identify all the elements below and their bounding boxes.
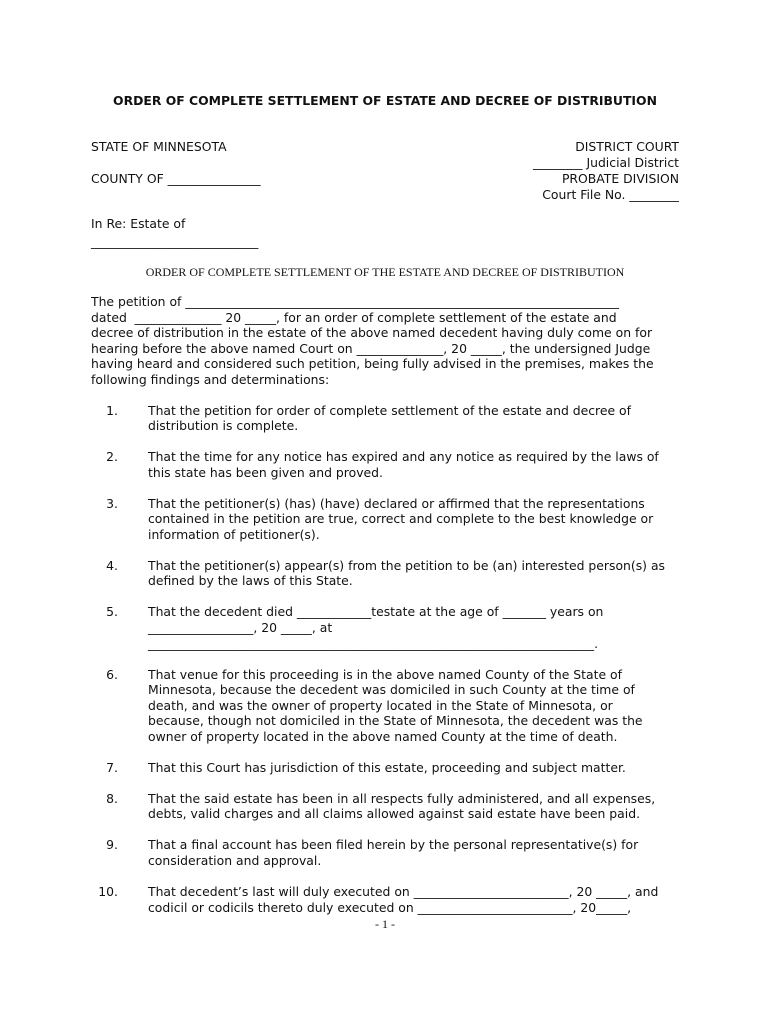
finding-line: That the petitioner(s) appear(s) from the petition to be (an) interested person(s) as bbox=[148, 558, 665, 573]
intro-line: The petition of ______________________________________________________________________ bbox=[91, 294, 619, 309]
finding-line: debts, valid charges and all claims allowed against said estate have been paid. bbox=[148, 806, 641, 821]
finding-line: That the decedent died ____________testate at the age of _______ years on bbox=[148, 604, 604, 619]
state-label: STATE OF MINNESOTA bbox=[91, 139, 227, 154]
estate-name-blank: ___________________________ bbox=[91, 234, 259, 249]
finding-line: consideration and approval. bbox=[148, 853, 322, 868]
finding-number: 8. bbox=[106, 791, 118, 806]
intro-line: following findings and determinations: bbox=[91, 372, 330, 387]
intro-line: having heard and considered such petition, being fully advised in the premises, makes the bbox=[91, 356, 654, 371]
finding-line: That this Court has jurisdiction of this estate, proceeding and subject matter. bbox=[148, 760, 626, 775]
court-file-number-field: Court File No. ________ bbox=[542, 187, 679, 202]
county-field: COUNTY OF _______________ bbox=[91, 171, 261, 186]
intro-line: hearing before the above named Court on ______________, 20 _____, the undersigned Judge bbox=[91, 341, 651, 356]
finding-line: That the petitioner(s) (has) (have) declared or affirmed that the representations bbox=[148, 496, 645, 511]
finding-line: That the petition for order of complete settlement of the estate and decree of bbox=[148, 403, 632, 418]
finding-line: That decedent’s last will duly executed on _________________________, 20 _____, and bbox=[148, 884, 659, 899]
finding-number: 3. bbox=[106, 496, 118, 511]
finding-line: That a final account has been filed herein by the personal representative(s) for bbox=[148, 837, 639, 852]
finding-line: contained in the petition are true, correct and complete to the best knowledge or bbox=[148, 511, 654, 526]
page-number: - 1 - bbox=[375, 917, 395, 931]
district-court-label: DISTRICT COURT bbox=[575, 139, 679, 154]
finding-number: 1. bbox=[106, 403, 118, 418]
finding-line: Minnesota, because the decedent was domiciled in such County at the time of bbox=[148, 682, 635, 697]
finding-line: distribution is complete. bbox=[148, 418, 299, 433]
judicial-district-field: ________ Judicial District bbox=[532, 155, 679, 170]
finding-line: That venue for this proceeding is in the above named County of the State of bbox=[148, 667, 622, 682]
finding-number: 2. bbox=[106, 449, 118, 464]
finding-line: death, and was the owner of property located in the State of Minnesota, or bbox=[148, 698, 613, 713]
document-subtitle: ORDER OF COMPLETE SETTLEMENT OF THE ESTATE AND DECREE OF DISTRIBUTION bbox=[145, 265, 625, 279]
finding-line: That the said estate has been in all respects fully administered, and all expenses, bbox=[148, 791, 656, 806]
finding-number: 4. bbox=[106, 558, 118, 573]
finding-line: this state has been given and proved. bbox=[148, 465, 383, 480]
probate-division-label: PROBATE DIVISION bbox=[561, 171, 679, 186]
finding-line: That the time for any notice has expired and any notice as required by the laws of bbox=[148, 449, 659, 464]
finding-number: 7. bbox=[106, 760, 118, 775]
intro-line: dated ______________ 20 _____, for an order of complete settlement of the estate and bbox=[91, 310, 617, 325]
finding-number: 6. bbox=[106, 667, 118, 682]
finding-line: defined by the laws of this State. bbox=[148, 573, 353, 588]
finding-line: because, though not domiciled in the State of Minnesota, the decedent was the bbox=[148, 713, 643, 728]
finding-line: ________________________________________________________________________. bbox=[148, 636, 599, 651]
in-re-label: In Re: Estate of bbox=[91, 216, 186, 231]
finding-line: information of petitioner(s). bbox=[148, 527, 320, 542]
finding-number: 5. bbox=[106, 604, 118, 619]
document-title: ORDER OF COMPLETE SETTLEMENT OF ESTATE AND DECREE OF DISTRIBUTION bbox=[113, 93, 657, 108]
finding-number: 10. bbox=[98, 884, 118, 899]
finding-line: codicil or codicils thereto duly executed on _________________________, 20_____, bbox=[148, 900, 632, 915]
finding-number: 9. bbox=[106, 837, 118, 852]
intro-line: decree of distribution in the estate of the above named decedent having duly come on for bbox=[91, 325, 653, 340]
finding-line: owner of property located in the above named County at the time of death. bbox=[148, 729, 618, 744]
finding-line: _________________, 20 _____, at bbox=[148, 620, 333, 635]
